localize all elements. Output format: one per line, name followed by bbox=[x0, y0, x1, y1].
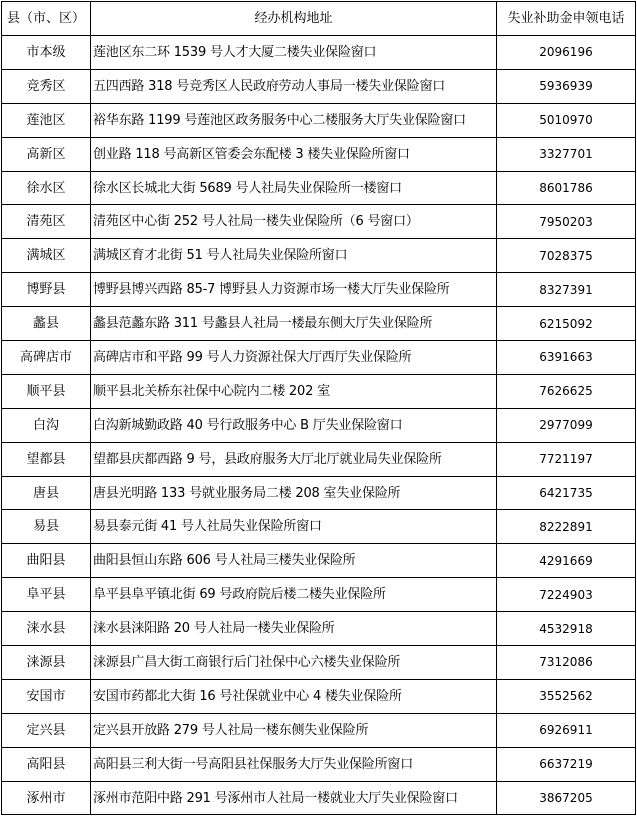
phone-cell: 3867205 bbox=[497, 781, 636, 815]
phone-cell: 6637219 bbox=[497, 747, 636, 781]
header-county: 县（市、区） bbox=[2, 2, 91, 36]
county-cell: 白沟 bbox=[2, 408, 91, 442]
phone-cell: 6926911 bbox=[497, 713, 636, 747]
county-cell: 高新区 bbox=[2, 137, 91, 171]
phone-cell: 7028375 bbox=[497, 239, 636, 273]
address-cell: 涞源县广昌大街工商银行后门社保中心六楼失业保险所 bbox=[91, 646, 497, 680]
table-row bbox=[2, 510, 636, 544]
address-cell: 高阳县三利大街一号高阳县社保服务大厅失业保险所窗口 bbox=[91, 747, 497, 781]
address-cell: 五四西路 318 号竞秀区人民政府劳动人事局一楼失业保险窗口 bbox=[91, 69, 497, 103]
header-phone: 失业补助金申领电话 bbox=[497, 2, 636, 36]
county-cell: 曲阳县 bbox=[2, 544, 91, 578]
county-cell: 高阳县 bbox=[2, 747, 91, 781]
table-row bbox=[2, 374, 636, 408]
county-cell: 竞秀区 bbox=[2, 69, 91, 103]
county-cell: 唐县 bbox=[2, 476, 91, 510]
table-row bbox=[2, 171, 636, 205]
phone-cell: 3327701 bbox=[497, 137, 636, 171]
table-row bbox=[2, 341, 636, 375]
address-cell: 蠡县范蠡东路 311 号蠡县人社局一楼最东侧大厅失业保险所 bbox=[91, 307, 497, 341]
county-cell: 涿州市 bbox=[2, 781, 91, 815]
table-row bbox=[2, 69, 636, 103]
table-row bbox=[2, 747, 636, 781]
address-cell: 安国市药都北大街 16 号社保就业中心 4 楼失业保险所 bbox=[91, 679, 497, 713]
table-row bbox=[2, 781, 636, 815]
phone-cell: 4532918 bbox=[497, 612, 636, 646]
county-cell: 望都县 bbox=[2, 442, 91, 476]
address-cell: 涿州市范阳中路 291 号涿州市人社局一楼就业大厅失业保险窗口 bbox=[91, 781, 497, 815]
table-row bbox=[2, 578, 636, 612]
table-row bbox=[2, 544, 636, 578]
phone-cell: 5010970 bbox=[497, 103, 636, 137]
address-cell: 莲池区东二环 1539 号人才大厦二楼失业保险窗口 bbox=[91, 36, 497, 70]
county-cell: 高碑店市 bbox=[2, 341, 91, 375]
address-cell: 阜平县阜平镇北街 69 号政府院后楼二楼失业保险所 bbox=[91, 578, 497, 612]
address-cell: 唐县光明路 133 号就业服务局二楼 208 室失业保险所 bbox=[91, 476, 497, 510]
table-row bbox=[2, 273, 636, 307]
address-cell: 高碑店市和平路 99 号人力资源社保大厅西厅失业保险所 bbox=[91, 341, 497, 375]
phone-cell: 6391663 bbox=[497, 341, 636, 375]
phone-cell: 6215092 bbox=[497, 307, 636, 341]
table-row bbox=[2, 476, 636, 510]
county-cell: 涞源县 bbox=[2, 646, 91, 680]
office-table bbox=[1, 1, 636, 815]
phone-cell: 2977099 bbox=[497, 408, 636, 442]
county-cell: 蠡县 bbox=[2, 307, 91, 341]
table-row bbox=[2, 239, 636, 273]
header-address: 经办机构地址 bbox=[91, 2, 497, 36]
address-cell: 满城区育才北街 51 号人社局失业保险所窗口 bbox=[91, 239, 497, 273]
phone-cell: 7626625 bbox=[497, 374, 636, 408]
address-cell: 徐水区长城北大街 5689 号人社局失业保险所一楼窗口 bbox=[91, 171, 497, 205]
phone-cell: 4291669 bbox=[497, 544, 636, 578]
table-row bbox=[2, 307, 636, 341]
table-row bbox=[2, 103, 636, 137]
address-cell: 创业路 118 号高新区管委会东配楼 3 楼失业保险所窗口 bbox=[91, 137, 497, 171]
phone-cell: 3552562 bbox=[497, 679, 636, 713]
address-cell: 顺平县北关桥东社保中心院内二楼 202 室 bbox=[91, 374, 497, 408]
county-cell: 莲池区 bbox=[2, 103, 91, 137]
table-row bbox=[2, 36, 636, 70]
header-row bbox=[2, 2, 636, 36]
table-row bbox=[2, 442, 636, 476]
county-cell: 阜平县 bbox=[2, 578, 91, 612]
table-row bbox=[2, 646, 636, 680]
address-cell: 定兴县开放路 279 号人社局一楼东侧失业保险所 bbox=[91, 713, 497, 747]
phone-cell: 8327391 bbox=[497, 273, 636, 307]
county-cell: 定兴县 bbox=[2, 713, 91, 747]
table-row bbox=[2, 205, 636, 239]
phone-cell: 2096196 bbox=[497, 36, 636, 70]
address-cell: 易县泰元街 41 号人社局失业保险所窗口 bbox=[91, 510, 497, 544]
county-cell: 清苑区 bbox=[2, 205, 91, 239]
phone-cell: 8222891 bbox=[497, 510, 636, 544]
table-row bbox=[2, 612, 636, 646]
address-cell: 博野县博兴西路 85-7 博野县人力资源市场一楼大厅失业保险所 bbox=[91, 273, 497, 307]
county-cell: 涞水县 bbox=[2, 612, 91, 646]
county-cell: 易县 bbox=[2, 510, 91, 544]
phone-cell: 7950203 bbox=[497, 205, 636, 239]
address-cell: 裕华东路 1199 号莲池区政务服务中心二楼服务大厅失业保险窗口 bbox=[91, 103, 497, 137]
phone-cell: 5936939 bbox=[497, 69, 636, 103]
address-cell: 曲阳县恒山东路 606 号人社局三楼失业保险所 bbox=[91, 544, 497, 578]
phone-cell: 6421735 bbox=[497, 476, 636, 510]
table-body bbox=[2, 36, 636, 815]
phone-cell: 7721197 bbox=[497, 442, 636, 476]
county-cell: 徐水区 bbox=[2, 171, 91, 205]
county-cell: 满城区 bbox=[2, 239, 91, 273]
table-row bbox=[2, 679, 636, 713]
county-cell: 顺平县 bbox=[2, 374, 91, 408]
address-cell: 涞水县涞阳路 20 号人社局一楼失业保险所 bbox=[91, 612, 497, 646]
phone-cell: 8601786 bbox=[497, 171, 636, 205]
table-row bbox=[2, 408, 636, 442]
table-row bbox=[2, 713, 636, 747]
table-row bbox=[2, 137, 636, 171]
address-cell: 清苑区中心街 252 号人社局一楼失业保险所（6 号窗口） bbox=[91, 205, 497, 239]
county-cell: 市本级 bbox=[2, 36, 91, 70]
phone-cell: 7312086 bbox=[497, 646, 636, 680]
county-cell: 安国市 bbox=[2, 679, 91, 713]
phone-cell: 7224903 bbox=[497, 578, 636, 612]
address-cell: 望都县庆都西路 9 号，县政府服务大厅北厅就业局失业保险所 bbox=[91, 442, 497, 476]
county-cell: 博野县 bbox=[2, 273, 91, 307]
address-cell: 白沟新城勤政路 40 号行政服务中心 B 厅失业保险窗口 bbox=[91, 408, 497, 442]
